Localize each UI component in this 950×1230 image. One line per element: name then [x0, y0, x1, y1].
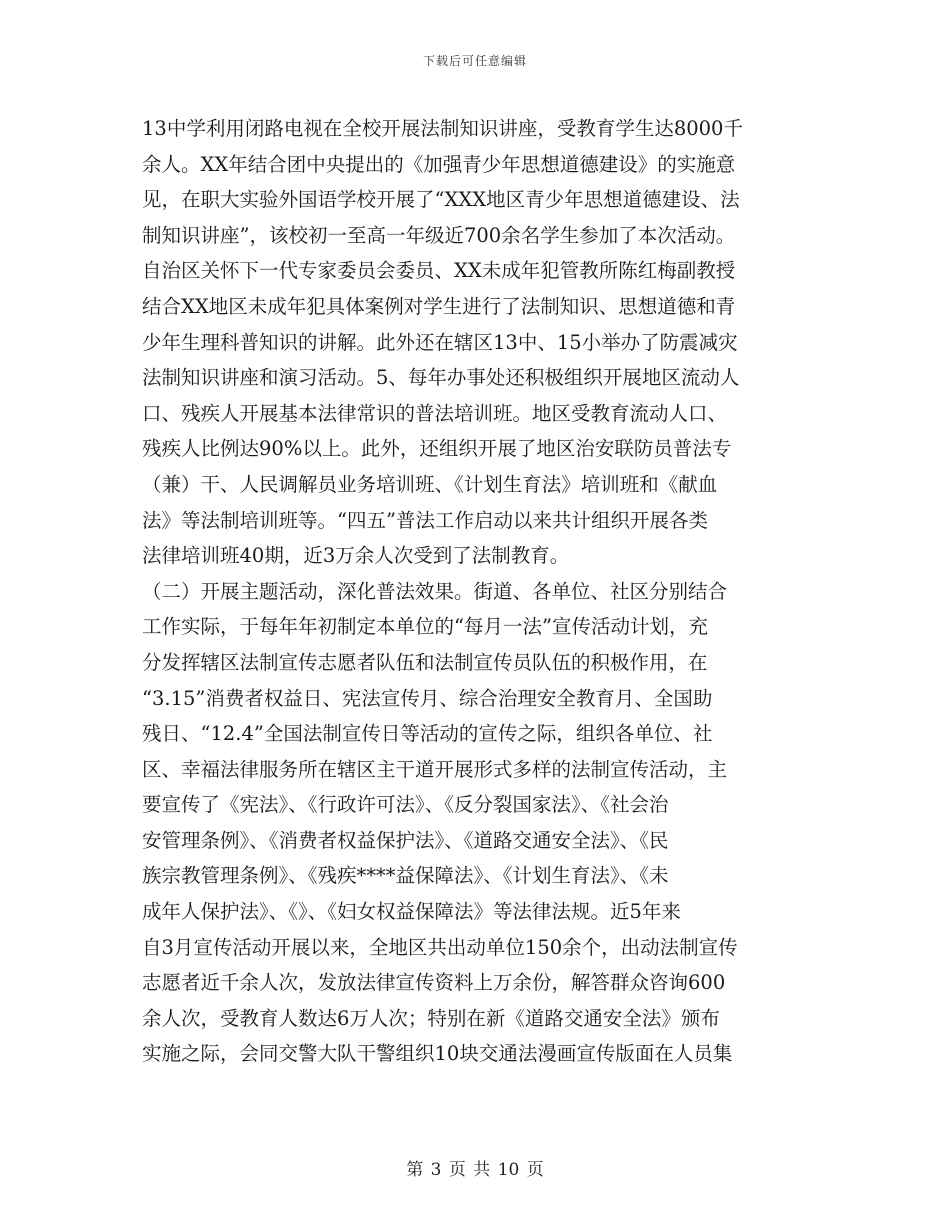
text-line: 口、残疾人开展基本法律常识的普法培训班。地区受教育流动人口、 — [142, 401, 728, 425]
text-line: 残日、“12.4”全国法制宣传日等活动的宣传之际，组织各单位、社 — [142, 722, 713, 746]
page-number-footer: 第 3 页 共 10 页 — [406, 1160, 544, 1180]
text-line: （兼）干、人民调解员业务培训班、《计划生育法》培训班和《献血 — [142, 472, 718, 496]
text-line: 余人次，受教育人数达6万人次；特别在新《道路交通安全法》颁布 — [142, 1006, 720, 1030]
text-line: 区、幸福法律服务所在辖区主干道开展形式多样的法制宣传活动，主 — [142, 757, 728, 781]
text-line: 实施之际，会同交警大队干警组织10块交通法漫画宣传版面在人员集 — [142, 1042, 733, 1066]
text-line: 安管理条例》、《消费者权益保护法》、《道路交通安全法》、《民 — [142, 828, 669, 852]
text-line: 族宗教管理条例》、《残疾****益保障法》、《计划生育法》、《未 — [142, 864, 669, 888]
text-line: 法》等法制培训班等。“四五”普法工作启动以来共计组织开展各类 — [142, 508, 708, 532]
text-line: 分发挥辖区法制宣传志愿者队伍和法制宣传员队伍的积极作用，在 — [142, 650, 708, 674]
text-line: 成年人保护法》、《》、《妇女权益保障法》等法律法规。近5年来 — [142, 900, 681, 924]
text-line: 制知识讲座”，该校初一至高一年级近700余名学生参加了本次活动。 — [142, 223, 736, 247]
text-line: 余人。XX年结合团中央提出的《加强青少年思想道德建设》的实施意 — [142, 152, 736, 176]
text-line: 结合XX地区未成年犯具体案例对学生进行了法制知识、思想道德和青 — [142, 294, 736, 318]
text-line: 自治区关怀下一代专家委员会委员、XX未成年犯管教所陈红梅副教授 — [142, 259, 736, 283]
text-line: 法制知识讲座和演习活动。5、每年办事处还积极组织开展地区流动人 — [142, 366, 740, 390]
text-line: “3.15”消费者权益日、宪法宣传月、综合治理安全教育月、全国助 — [142, 686, 713, 710]
text-line: 见，在职大实验外国语学校开展了“XXX地区青少年思想道德建设、法 — [142, 188, 740, 212]
text-line: 工作实际，于每年年初制定本单位的“每月一法”宣传活动计划，充 — [142, 615, 708, 639]
text-line: 少年生理科普知识的讲解。此外还在辖区13中、15小举办了防震减灾 — [142, 330, 738, 354]
text-line: （二）开展主题活动，深化普法效果。街道、各单位、社区分别结合 — [142, 579, 728, 603]
document-body — [142, 111, 812, 1072]
text-line: 自3月宣传活动开展以来，全地区共出动单位150余个，出动法制宣传 — [142, 935, 738, 959]
text-line: 残疾人比例达90%以上。此外，还组织开展了地区治安联防员普法专 — [142, 437, 732, 461]
text-line: 要宣传了《宪法》、《行政许可法》、《反分裂国家法》、《社会治 — [142, 793, 669, 817]
text-line: 13中学利用闭路电视在全校开展法制知识讲座，受教育学生达8000千 — [142, 117, 743, 140]
page-header: 下载后可任意编辑 — [422, 54, 527, 68]
text-line: 法律培训班40期，近3万余人次受到了法制教育。 — [142, 544, 570, 568]
text-line: 志愿者近千余人次，发放法律宣传资料上万余份，解答群众咨询600 — [142, 971, 726, 995]
